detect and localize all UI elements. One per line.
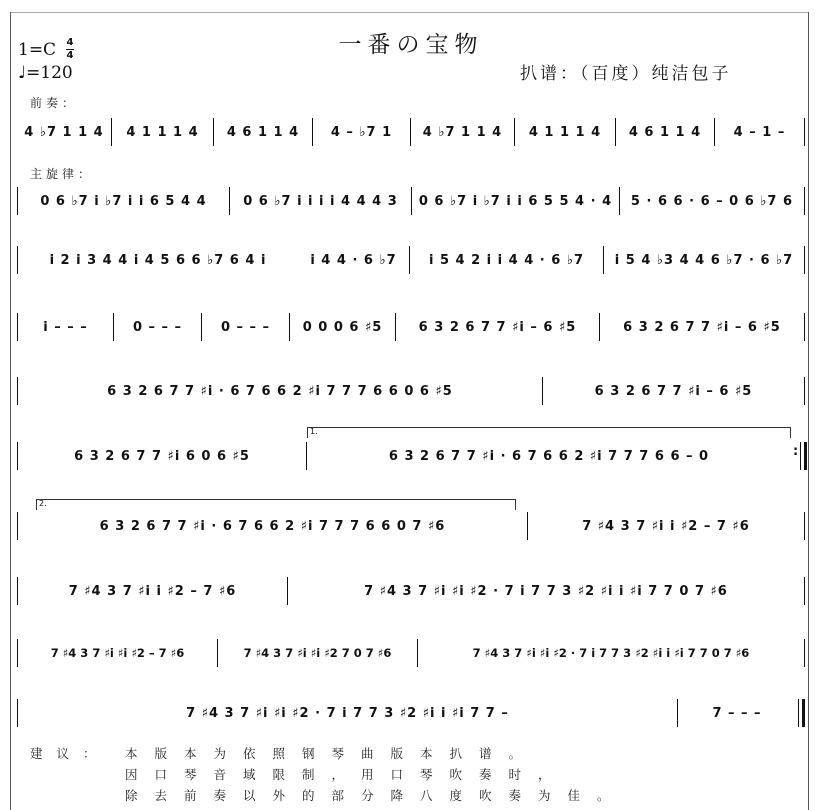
measure: i 4 4 · 6 ♭7: [310, 252, 397, 268]
second-ending-bracket: [36, 499, 516, 510]
measure: 0 0 0 6 ♯5: [302, 319, 383, 335]
score-row-4: [17, 311, 807, 343]
score-row-1: [17, 116, 807, 148]
final-barline-thin: [798, 699, 799, 727]
measure: 7 ♯4 3 7 ♯i i ♯2 – 7 ♯6: [582, 518, 750, 534]
advice-label: 建议：: [30, 746, 110, 761]
barline: [804, 313, 805, 341]
score-row-3: [17, 244, 807, 276]
measure: 6 3 2 6 7 7 ♯i – 6 ♯5: [594, 383, 753, 399]
measure: 4 – ♭7 1: [330, 124, 393, 140]
measure: 4 6 1 1 4: [226, 124, 300, 140]
barline: [804, 639, 805, 667]
score-row-6: [17, 440, 807, 472]
advice-line-1: 本版本为依照钢琴曲版本扒谱。: [125, 746, 539, 761]
measure: 0 6 ♭7 i ♭7 i i 6 5 4 4: [40, 193, 207, 209]
barline: [804, 512, 805, 540]
page-left-border: [10, 12, 11, 810]
barline: [804, 246, 805, 274]
time-signature-bottom: 4: [66, 50, 74, 61]
time-signature: [66, 38, 74, 61]
advice-line-3: 除去前奏以外的部分降八度吹奏为佳。: [125, 788, 627, 803]
melody-label: 主旋律：: [30, 167, 95, 181]
second-ending-number: 2.: [39, 499, 47, 508]
measure: 7 ♯4 3 7 ♯i ♯i ♯2 · 7 i 7 7 3 ♯2 ♯i i ♯i 7 7 0 7 ♯6: [364, 583, 728, 599]
measure: 4 ♭7 1 1 4: [422, 124, 503, 140]
final-barline-thick: [802, 699, 805, 727]
measure: 7 ♯4 3 7 ♯i ♯i ♯2 – 7 ♯6: [50, 646, 185, 660]
measure: 7 ♯4 3 7 ♯i ♯i ♯2 7 0 7 ♯6: [243, 646, 392, 660]
barline: [804, 577, 805, 605]
page-right-border: [808, 12, 809, 810]
score-row-9: [17, 637, 807, 669]
barline: [804, 377, 805, 405]
measure: 0 6 ♭7 i ♭7 i i 6 5 5 4 · 4: [418, 193, 613, 209]
measure: 6 3 2 6 7 7 ♯i – 6 ♯5: [418, 319, 577, 335]
measure: 0 – – –: [132, 319, 183, 335]
measure: i 5 4 2 i i 4 4 · 6 ♭7: [428, 252, 584, 268]
song-title: 一番の宝物: [338, 32, 484, 58]
measure: 4 – 1 –: [733, 124, 786, 140]
measure: 4 ♭7 1 1 4: [24, 124, 104, 140]
measure: 7 ♯4 3 7 ♯i ♯i ♯2 · 7 i 7 7 3 ♯2 ♯i i ♯i 7 7 0 7 ♯6: [472, 646, 750, 660]
key-signature: 1=C: [18, 40, 57, 60]
transcription-credit: 扒谱：（百度）纯洁包子: [520, 64, 732, 84]
measure: 7 ♯4 3 7 ♯i ♯i ♯2 · 7 i 7 7 3 ♯2 ♯i i ♯i 7 7 –: [186, 705, 509, 721]
time-signature-top: 4: [66, 37, 74, 48]
measure: 7 ♯4 3 7 ♯i i ♯2 – 7 ♯6: [68, 583, 237, 599]
measure: 6 3 2 6 7 7 ♯i 6 0 6 ♯5: [74, 448, 250, 464]
repeat-sign-dots: :: [793, 444, 799, 459]
page-top-border: [10, 12, 808, 13]
barline: [804, 187, 805, 215]
score-row-10: [17, 697, 807, 729]
measure: 6 3 2 6 7 7 ♯i · 6 7 6 6 2 ♯i 7 7 7 6 6 – 0: [388, 448, 710, 464]
score-row-5: [17, 375, 807, 407]
measure: 7 – – –: [712, 705, 762, 721]
measure: 4 6 1 1 4: [628, 124, 702, 140]
repeat-barline-thick: [804, 442, 807, 470]
measure: i 5 4 ♭3 4 4 6 ♭7 · 6 ♭7: [614, 252, 794, 268]
tempo-marking: ♩=120: [18, 63, 73, 83]
measure: 0 – – –: [220, 319, 271, 335]
measure: 4 1 1 1 4: [126, 124, 199, 140]
measure: 6 3 2 6 7 7 ♯i · 6 7 6 6 2 ♯i 7 7 7 6 6 0 7 ♯6: [99, 518, 446, 534]
repeat-barline-thin: [800, 442, 801, 470]
measure: 4 1 1 1 4: [528, 124, 602, 140]
measure: i 2 i 3 4 4 i 4 5 6 6 ♭7 6 4 i: [49, 252, 267, 268]
measure: 6 3 2 6 7 7 ♯i – 6 ♯5: [623, 319, 781, 335]
barline: [804, 118, 805, 146]
measure: i – – –: [43, 319, 88, 335]
prelude-label: 前奏：: [30, 96, 79, 110]
score-row-7: [17, 510, 807, 542]
measure: 6 3 2 6 7 7 ♯i · 6 7 6 6 2 ♯i 7 7 7 6 6 0 6 ♯5: [107, 383, 453, 399]
measure: 5 · 6 6 · 6 – 0 6 ♭7 6: [630, 193, 794, 209]
score-row-2: [17, 185, 807, 217]
score-row-8: [17, 575, 807, 607]
first-ending-number: 1.: [310, 427, 318, 436]
measure: 0 6 ♭7 i i i i 4 4 4 3: [243, 193, 398, 209]
first-ending-bracket: [307, 427, 791, 438]
advice-line-2: 因口琴音域限制，用口琴吹奏时，: [125, 767, 568, 782]
